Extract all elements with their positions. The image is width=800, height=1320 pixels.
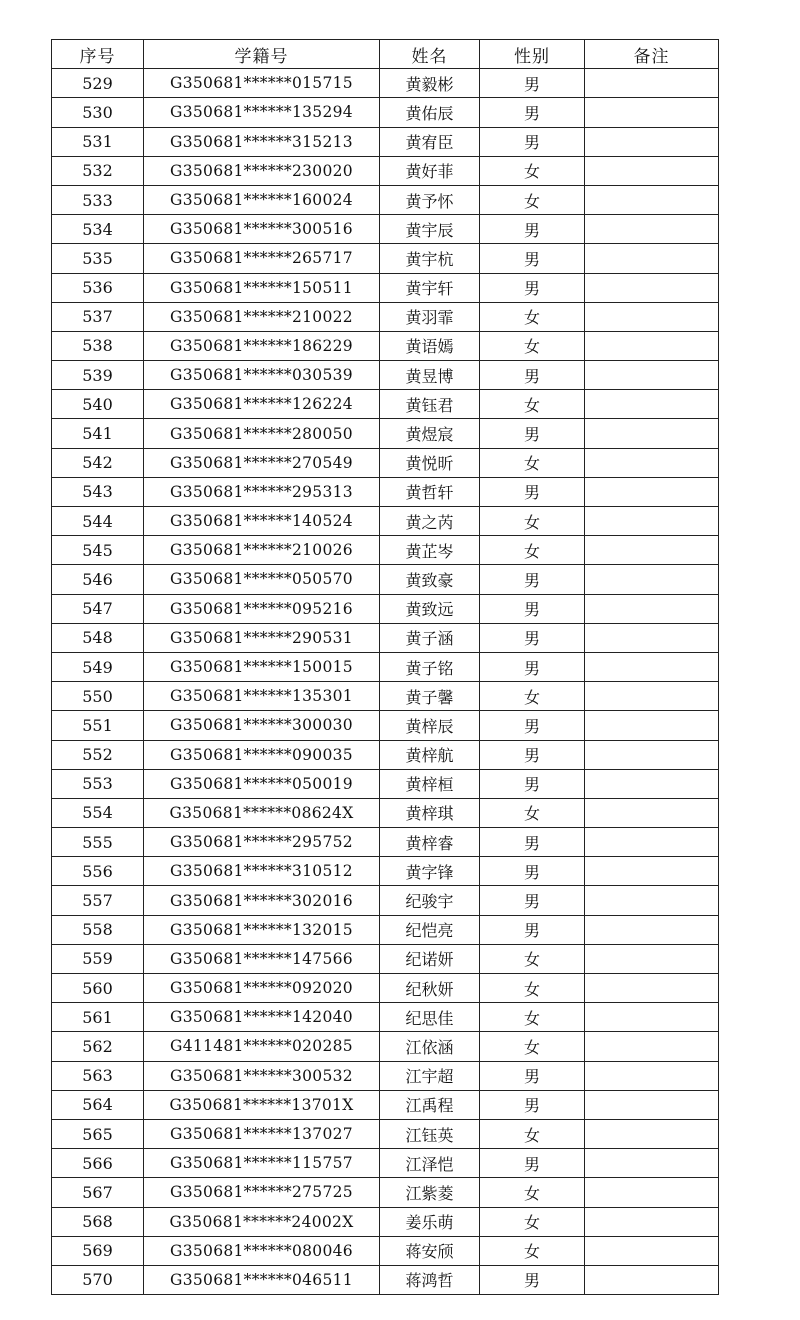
cell-remark	[585, 98, 719, 127]
header-seq: 序号	[52, 40, 144, 69]
cell-student-id: G350681******186229	[144, 331, 380, 360]
cell-seq: 536	[52, 273, 144, 302]
cell-remark	[585, 244, 719, 273]
cell-seq: 566	[52, 1149, 144, 1178]
cell-student-id: G350681******210026	[144, 536, 380, 565]
cell-seq: 549	[52, 652, 144, 681]
cell-seq: 568	[52, 1207, 144, 1236]
cell-name: 黄宇轩	[380, 273, 480, 302]
cell-remark	[585, 711, 719, 740]
cell-student-id: G350681******302016	[144, 886, 380, 915]
cell-remark	[585, 331, 719, 360]
cell-gender: 男	[480, 623, 585, 652]
table-row	[52, 915, 719, 944]
cell-remark	[585, 1207, 719, 1236]
cell-remark	[585, 594, 719, 623]
cell-seq: 552	[52, 740, 144, 769]
table-row	[52, 682, 719, 711]
cell-remark	[585, 448, 719, 477]
cell-remark	[585, 419, 719, 448]
cell-remark	[585, 682, 719, 711]
cell-seq: 541	[52, 419, 144, 448]
cell-seq: 529	[52, 69, 144, 98]
cell-name: 蒋鸿哲	[380, 1265, 480, 1294]
cell-name: 纪诺妍	[380, 944, 480, 973]
cell-name: 黄梓睿	[380, 828, 480, 857]
table-row	[52, 331, 719, 360]
cell-student-id: G350681******132015	[144, 915, 380, 944]
cell-remark	[585, 1003, 719, 1032]
cell-student-id: G350681******090035	[144, 740, 380, 769]
cell-name: 江依涵	[380, 1032, 480, 1061]
cell-seq: 565	[52, 1119, 144, 1148]
table-row	[52, 1207, 719, 1236]
cell-student-id: G350681******135294	[144, 98, 380, 127]
cell-remark	[585, 652, 719, 681]
table-row	[52, 390, 719, 419]
cell-name: 黄字锋	[380, 857, 480, 886]
cell-student-id: G350681******092020	[144, 974, 380, 1003]
table-row	[52, 944, 719, 973]
cell-gender: 女	[480, 331, 585, 360]
table-body	[52, 69, 719, 1295]
cell-seq: 535	[52, 244, 144, 273]
cell-name: 蒋安颀	[380, 1236, 480, 1265]
table-header	[52, 40, 719, 69]
cell-seq: 561	[52, 1003, 144, 1032]
cell-name: 黄芷岑	[380, 536, 480, 565]
cell-gender: 女	[480, 185, 585, 214]
cell-remark	[585, 1090, 719, 1119]
header-gender: 性别	[480, 40, 585, 69]
cell-student-id: G350681******210022	[144, 302, 380, 331]
cell-seq: 531	[52, 127, 144, 156]
table-row	[52, 1178, 719, 1207]
cell-remark	[585, 857, 719, 886]
cell-name: 江禹程	[380, 1090, 480, 1119]
cell-remark	[585, 302, 719, 331]
cell-remark	[585, 944, 719, 973]
cell-remark	[585, 623, 719, 652]
cell-remark	[585, 156, 719, 185]
cell-student-id: G350681******050570	[144, 565, 380, 594]
cell-student-id: G350681******08624X	[144, 798, 380, 827]
cell-name: 江钰英	[380, 1119, 480, 1148]
cell-gender: 男	[480, 711, 585, 740]
table-row	[52, 565, 719, 594]
cell-name: 黄佑辰	[380, 98, 480, 127]
cell-student-id: G350681******150015	[144, 652, 380, 681]
cell-name: 纪骏宇	[380, 886, 480, 915]
table-row	[52, 127, 719, 156]
cell-gender: 女	[480, 448, 585, 477]
cell-remark	[585, 1149, 719, 1178]
table-row	[52, 1119, 719, 1148]
cell-student-id: G350681******135301	[144, 682, 380, 711]
cell-gender: 男	[480, 1090, 585, 1119]
cell-remark	[585, 477, 719, 506]
table-row	[52, 156, 719, 185]
cell-name: 江宇超	[380, 1061, 480, 1090]
cell-remark	[585, 915, 719, 944]
cell-gender: 女	[480, 944, 585, 973]
cell-gender: 男	[480, 1149, 585, 1178]
table-row	[52, 536, 719, 565]
cell-remark	[585, 1236, 719, 1265]
cell-name: 纪思佳	[380, 1003, 480, 1032]
table-row	[52, 98, 719, 127]
cell-seq: 557	[52, 886, 144, 915]
table-row	[52, 273, 719, 302]
cell-seq: 570	[52, 1265, 144, 1294]
cell-name: 黄悦昕	[380, 448, 480, 477]
cell-remark	[585, 69, 719, 98]
cell-seq: 569	[52, 1236, 144, 1265]
cell-name: 黄羽霏	[380, 302, 480, 331]
cell-seq: 547	[52, 594, 144, 623]
cell-gender: 男	[480, 419, 585, 448]
cell-name: 黄梓辰	[380, 711, 480, 740]
cell-student-id: G350681******295752	[144, 828, 380, 857]
cell-remark	[585, 565, 719, 594]
cell-student-id: G350681******015715	[144, 69, 380, 98]
cell-student-id: G411481******020285	[144, 1032, 380, 1061]
cell-name: 黄宇杭	[380, 244, 480, 273]
cell-gender: 男	[480, 769, 585, 798]
cell-student-id: G350681******13701X	[144, 1090, 380, 1119]
table-row	[52, 623, 719, 652]
table-row	[52, 828, 719, 857]
cell-seq: 537	[52, 302, 144, 331]
cell-remark	[585, 1178, 719, 1207]
cell-seq: 558	[52, 915, 144, 944]
cell-seq: 534	[52, 215, 144, 244]
cell-name: 黄梓桓	[380, 769, 480, 798]
cell-student-id: G350681******315213	[144, 127, 380, 156]
table-row	[52, 69, 719, 98]
cell-gender: 男	[480, 244, 585, 273]
cell-student-id: G350681******300030	[144, 711, 380, 740]
cell-student-id: G350681******140524	[144, 507, 380, 536]
cell-gender: 女	[480, 1236, 585, 1265]
cell-student-id: G350681******275725	[144, 1178, 380, 1207]
cell-seq: 530	[52, 98, 144, 127]
cell-remark	[585, 769, 719, 798]
cell-student-id: G350681******24002X	[144, 1207, 380, 1236]
table-row	[52, 652, 719, 681]
table-row	[52, 886, 719, 915]
student-roster-table	[51, 39, 719, 1295]
cell-name: 黄宇辰	[380, 215, 480, 244]
table-row	[52, 244, 719, 273]
cell-seq: 546	[52, 565, 144, 594]
cell-seq: 553	[52, 769, 144, 798]
cell-name: 黄子涵	[380, 623, 480, 652]
cell-student-id: G350681******080046	[144, 1236, 380, 1265]
cell-student-id: G350681******150511	[144, 273, 380, 302]
cell-student-id: G350681******095216	[144, 594, 380, 623]
table-row	[52, 185, 719, 214]
cell-seq: 545	[52, 536, 144, 565]
cell-gender: 女	[480, 1032, 585, 1061]
cell-student-id: G350681******280050	[144, 419, 380, 448]
cell-remark	[585, 740, 719, 769]
cell-name: 黄梓琪	[380, 798, 480, 827]
cell-name: 黄子馨	[380, 682, 480, 711]
cell-gender: 女	[480, 302, 585, 331]
cell-remark	[585, 828, 719, 857]
cell-remark	[585, 127, 719, 156]
cell-gender: 女	[480, 156, 585, 185]
cell-gender: 男	[480, 273, 585, 302]
table-row	[52, 798, 719, 827]
cell-student-id: G350681******300532	[144, 1061, 380, 1090]
cell-student-id: G350681******265717	[144, 244, 380, 273]
cell-seq: 559	[52, 944, 144, 973]
cell-gender: 男	[480, 1061, 585, 1090]
cell-name: 江紫菱	[380, 1178, 480, 1207]
cell-gender: 男	[480, 652, 585, 681]
header-remark: 备注	[585, 40, 719, 69]
cell-remark	[585, 185, 719, 214]
cell-name: 黄毅彬	[380, 69, 480, 98]
cell-remark	[585, 974, 719, 1003]
cell-student-id: G350681******046511	[144, 1265, 380, 1294]
cell-name: 黄予怀	[380, 185, 480, 214]
cell-seq: 564	[52, 1090, 144, 1119]
cell-name: 黄好菲	[380, 156, 480, 185]
cell-gender: 女	[480, 536, 585, 565]
cell-gender: 男	[480, 828, 585, 857]
cell-seq: 555	[52, 828, 144, 857]
cell-name: 黄语嫣	[380, 331, 480, 360]
cell-remark	[585, 1265, 719, 1294]
cell-student-id: G350681******290531	[144, 623, 380, 652]
table-row	[52, 419, 719, 448]
cell-remark	[585, 215, 719, 244]
cell-seq: 567	[52, 1178, 144, 1207]
cell-name: 姜乐萌	[380, 1207, 480, 1236]
cell-remark	[585, 507, 719, 536]
cell-remark	[585, 390, 719, 419]
cell-student-id: G350681******160024	[144, 185, 380, 214]
cell-name: 黄哲轩	[380, 477, 480, 506]
cell-name: 黄致远	[380, 594, 480, 623]
cell-seq: 548	[52, 623, 144, 652]
table-row	[52, 594, 719, 623]
cell-gender: 男	[480, 127, 585, 156]
cell-seq: 554	[52, 798, 144, 827]
cell-remark	[585, 1032, 719, 1061]
cell-gender: 女	[480, 1003, 585, 1032]
cell-remark	[585, 536, 719, 565]
header-name: 姓名	[380, 40, 480, 69]
table-row	[52, 448, 719, 477]
table-row	[52, 740, 719, 769]
cell-gender: 男	[480, 915, 585, 944]
cell-student-id: G350681******050019	[144, 769, 380, 798]
cell-gender: 女	[480, 682, 585, 711]
table-row	[52, 1061, 719, 1090]
table-row	[52, 1003, 719, 1032]
cell-gender: 男	[480, 215, 585, 244]
cell-student-id: G350681******300516	[144, 215, 380, 244]
cell-gender: 女	[480, 798, 585, 827]
cell-student-id: G350681******270549	[144, 448, 380, 477]
cell-gender: 男	[480, 565, 585, 594]
cell-student-id: G350681******115757	[144, 1149, 380, 1178]
cell-student-id: G350681******147566	[144, 944, 380, 973]
cell-student-id: G350681******030539	[144, 361, 380, 390]
table-row	[52, 507, 719, 536]
cell-seq: 543	[52, 477, 144, 506]
cell-name: 黄昱博	[380, 361, 480, 390]
cell-gender: 男	[480, 594, 585, 623]
cell-gender: 男	[480, 98, 585, 127]
cell-seq: 562	[52, 1032, 144, 1061]
cell-seq: 550	[52, 682, 144, 711]
cell-student-id: G350681******295313	[144, 477, 380, 506]
cell-seq: 542	[52, 448, 144, 477]
table-row	[52, 302, 719, 331]
cell-student-id: G350681******137027	[144, 1119, 380, 1148]
cell-remark	[585, 361, 719, 390]
table-row	[52, 1032, 719, 1061]
cell-remark	[585, 1061, 719, 1090]
cell-student-id: G350681******310512	[144, 857, 380, 886]
table-row	[52, 1265, 719, 1294]
cell-gender: 女	[480, 974, 585, 1003]
cell-gender: 女	[480, 1207, 585, 1236]
cell-student-id: G350681******142040	[144, 1003, 380, 1032]
cell-remark	[585, 1119, 719, 1148]
table-row	[52, 711, 719, 740]
cell-name: 黄钰君	[380, 390, 480, 419]
cell-remark	[585, 886, 719, 915]
cell-seq: 551	[52, 711, 144, 740]
cell-remark	[585, 273, 719, 302]
cell-name: 黄之芮	[380, 507, 480, 536]
header-row	[52, 40, 719, 69]
cell-name: 江泽恺	[380, 1149, 480, 1178]
cell-gender: 男	[480, 740, 585, 769]
cell-gender: 女	[480, 1178, 585, 1207]
cell-gender: 女	[480, 390, 585, 419]
cell-seq: 556	[52, 857, 144, 886]
table-row	[52, 1236, 719, 1265]
cell-name: 黄煜宸	[380, 419, 480, 448]
cell-seq: 540	[52, 390, 144, 419]
table-row	[52, 1090, 719, 1119]
cell-gender: 男	[480, 857, 585, 886]
cell-seq: 544	[52, 507, 144, 536]
cell-gender: 男	[480, 361, 585, 390]
cell-seq: 532	[52, 156, 144, 185]
header-student-id: 学籍号	[144, 40, 380, 69]
table-row	[52, 361, 719, 390]
cell-remark	[585, 798, 719, 827]
cell-name: 黄子铭	[380, 652, 480, 681]
cell-gender: 男	[480, 886, 585, 915]
cell-gender: 女	[480, 1119, 585, 1148]
table-row	[52, 769, 719, 798]
table-row	[52, 857, 719, 886]
cell-seq: 538	[52, 331, 144, 360]
cell-seq: 533	[52, 185, 144, 214]
cell-name: 黄致豪	[380, 565, 480, 594]
table-row	[52, 1149, 719, 1178]
cell-gender: 男	[480, 477, 585, 506]
cell-seq: 539	[52, 361, 144, 390]
cell-gender: 女	[480, 507, 585, 536]
cell-student-id: G350681******230020	[144, 156, 380, 185]
cell-gender: 男	[480, 69, 585, 98]
cell-gender: 男	[480, 1265, 585, 1294]
cell-name: 纪秋妍	[380, 974, 480, 1003]
table-row	[52, 215, 719, 244]
cell-name: 黄宥臣	[380, 127, 480, 156]
table-row	[52, 974, 719, 1003]
cell-seq: 563	[52, 1061, 144, 1090]
cell-seq: 560	[52, 974, 144, 1003]
cell-name: 纪恺亮	[380, 915, 480, 944]
cell-name: 黄梓航	[380, 740, 480, 769]
cell-student-id: G350681******126224	[144, 390, 380, 419]
table-row	[52, 477, 719, 506]
